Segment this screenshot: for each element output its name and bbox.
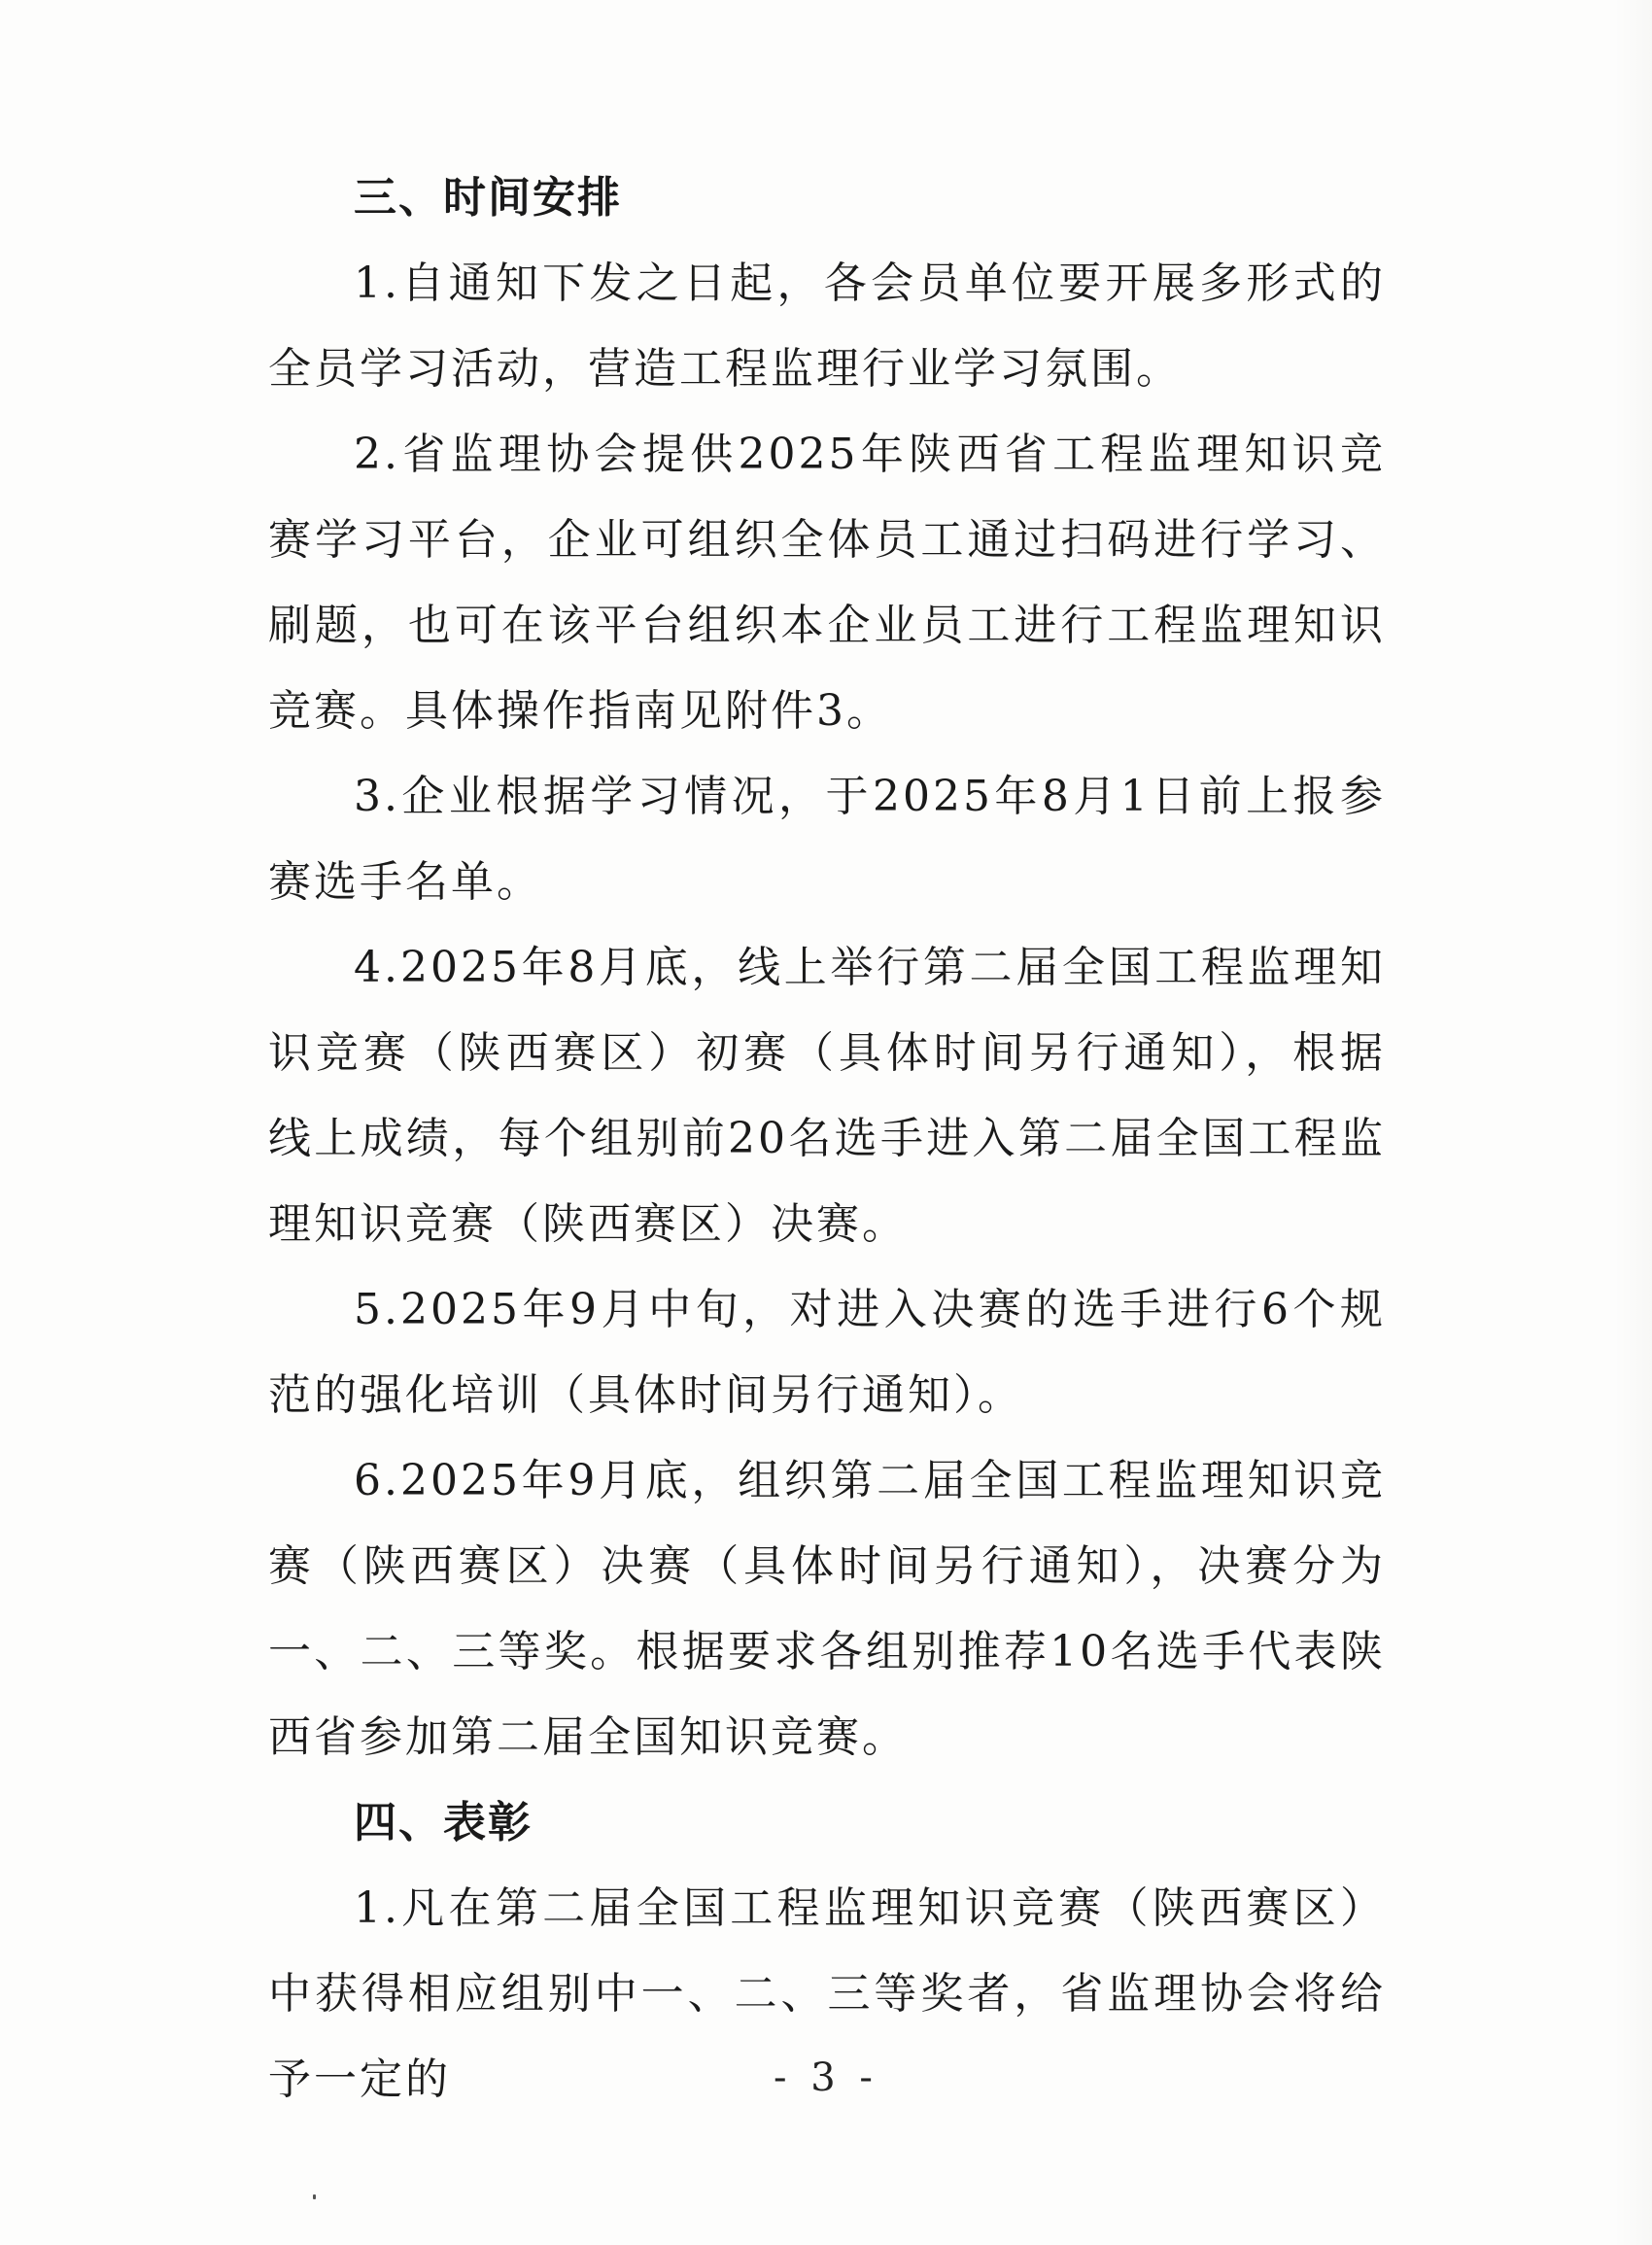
section-heading-awards: 四、表彰 bbox=[354, 1798, 533, 1848]
schedule-item-6: 6.2025年9月底，组织第二届全国工程监理知识竞赛（陕西赛区）决赛（具体时间另行通知），决赛分为一、二、三等奖。根据要求各组别推荐10名选手代表陕西省参加第二届全国知识竞赛。 bbox=[268, 1456, 1386, 1762]
section-heading-schedule: 三、时间安排 bbox=[354, 173, 622, 223]
scan-speck bbox=[313, 2194, 316, 2199]
schedule-item-2: 2.省监理协会提供2025年陕西省工程监理知识竞赛学习平台，企业可组织全体员工通过扫码进行学习、刷题，也可在该平台组织本企业员工进行工程监理知识竞赛。具体操作指南见附件3。 bbox=[268, 430, 1386, 736]
scan-edge-shadow bbox=[1613, 0, 1652, 2245]
schedule-item-5: 5.2025年9月中旬，对进入决赛的选手进行6个规范的强化培训（具体时间另行通知）。 bbox=[268, 1285, 1386, 1420]
awards-item-1: 1.凡在第二届全国工程监理知识竞赛（陕西赛区）中获得相应组别中一、二、三等奖者，省监理协会将给予一定的 bbox=[268, 1883, 1386, 2104]
page-number: - 3 - bbox=[774, 2055, 878, 2100]
document-body bbox=[268, 155, 1386, 2123]
schedule-item-1: 1.自通知下发之日起，各会员单位要开展多形式的全员学习活动，营造工程监理行业学习氛围。 bbox=[268, 259, 1386, 394]
schedule-item-4: 4.2025年8月底，线上举行第二届全国工程监理知识竞赛（陕西赛区）初赛（具体时间另行通知），根据线上成绩，每个组别前20名选手进入第二届全国工程监理知识竞赛（陕西赛区）决赛。 bbox=[268, 943, 1386, 1249]
schedule-item-3: 3.企业根据学习情况，于2025年8月1日前上报参赛选手名单。 bbox=[268, 772, 1386, 907]
